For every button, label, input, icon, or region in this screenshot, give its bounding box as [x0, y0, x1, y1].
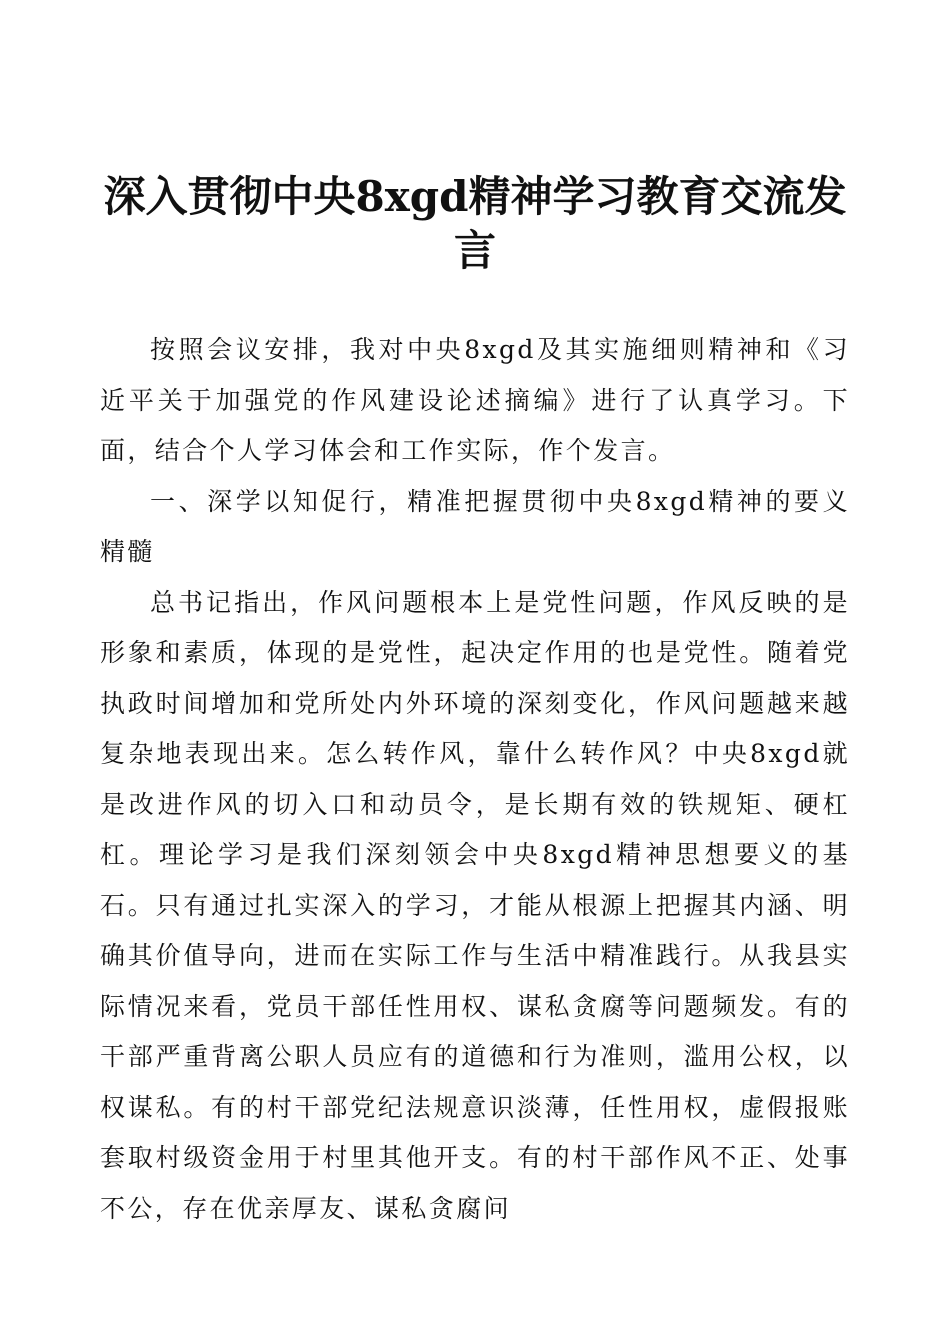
document-title: 深入贯彻中央8xgd精神学习教育交流发言: [103, 172, 847, 275]
document-body: [100, 325, 850, 1234]
section-heading-1: 一、深学以知促行，精准把握贯彻中央8xgd精神的要义精髓: [100, 486, 850, 566]
paragraph-intro: 按照会议安排，我对中央8xgd及其实施细则精神和《习近平关于加强党的作风建设论述摘编》进行了认真学习。下面，结合个人学习体会和工作实际，作个发言。: [100, 335, 850, 465]
paragraph-body: 总书记指出，作风问题根本上是党性问题，作风反映的是形象和素质，体现的是党性，起决定作用的也是党性。随着党执政时间增加和党所处内外环境的深刻变化，作风问题越来越复杂地表现出来。怎么转作风，靠什么转作风？中央8xgd就是改进作风的切入口和动员令，是长期有效的铁规矩、硬杠杠。理论学习是我们深刻领会中央8xgd精神思想要义的基石。只有通过扎实深入的学习，才能从根源上把握其内涵、明确其价值导向，进而在实际工作与生活中精准践行。从我县实际情况来看，党员干部任性用权、谋私贪腐等问题频发。有的干部严重背离公职人员应有的道德和行为准则，滥用公权，以权谋私。有的村干部党纪法规意识淡薄，任性用权，虚假报账套取村级资金用于村里其他开支。有的村干部作风不正、处事不公，存在优亲厚友、谋私贪腐问: [100, 587, 850, 1223]
